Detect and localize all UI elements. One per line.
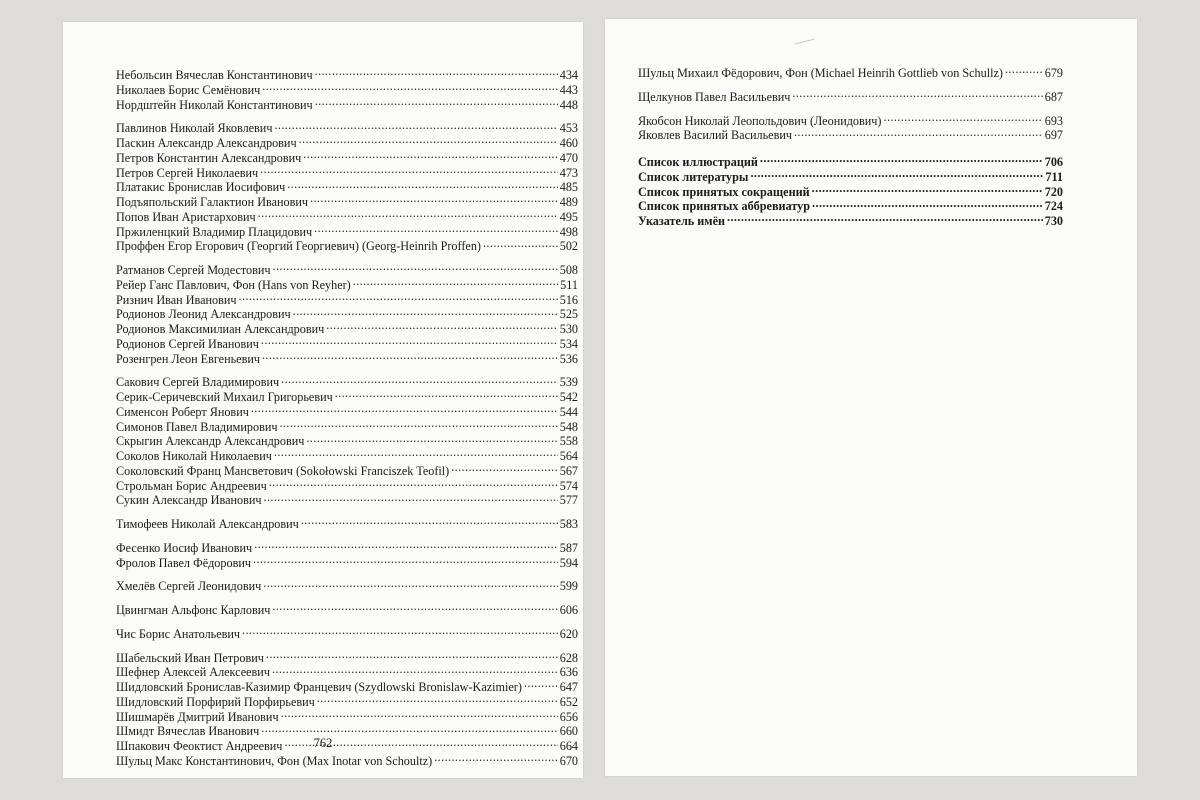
section-name: Список принятых аббревиатур bbox=[638, 199, 811, 214]
dot-leader bbox=[314, 225, 558, 236]
toc-entry bbox=[116, 121, 578, 136]
entry-name: Павлинов Николай Яковлевич bbox=[116, 121, 273, 136]
entry-name: Строльман Борис Андреевич bbox=[116, 478, 267, 493]
entry-name: Попов Иван Аристархович bbox=[116, 209, 256, 224]
dot-leader bbox=[483, 239, 558, 250]
toc-entry bbox=[116, 405, 578, 420]
pen-mark bbox=[795, 39, 816, 49]
dot-leader bbox=[274, 449, 558, 460]
toc-entry bbox=[116, 239, 578, 254]
dot-leader bbox=[251, 405, 558, 416]
entry-name: Соколовский Франц Мансветович (Sokołowski Franciszek Teofil) bbox=[116, 463, 450, 478]
entry-group bbox=[116, 603, 578, 618]
entry-name: Шульц Михаил Фёдорович, Фон (Michael Heinrih Gottlieb von Schullz) bbox=[638, 66, 1003, 80]
entry-name: Сакович Сергей Владимирович bbox=[116, 375, 280, 390]
entry-name: Ризнич Иван Иванович bbox=[116, 292, 237, 307]
toc-entry bbox=[116, 337, 578, 352]
dot-leader bbox=[260, 166, 558, 177]
section-name: Список литературы bbox=[638, 169, 749, 184]
entry-page: 489 bbox=[559, 195, 578, 209]
dot-leader bbox=[1005, 66, 1043, 77]
entry-page: 577 bbox=[559, 493, 578, 508]
toc-entry bbox=[116, 322, 578, 337]
entry-page: 544 bbox=[559, 404, 578, 419]
toc-entry bbox=[116, 603, 578, 618]
section-entry bbox=[638, 170, 1063, 185]
entry-name: Николаев Борис Семёнович bbox=[116, 82, 261, 97]
dot-leader bbox=[335, 390, 558, 401]
dot-leader bbox=[524, 680, 558, 691]
toc-entry bbox=[116, 556, 578, 571]
section-entry bbox=[638, 185, 1063, 200]
entry-page: 485 bbox=[559, 180, 578, 195]
section-page: 724 bbox=[1044, 199, 1063, 214]
entry-group bbox=[116, 517, 578, 532]
toc-entry bbox=[116, 680, 578, 695]
entry-page: 697 bbox=[1044, 128, 1063, 143]
dot-leader bbox=[281, 375, 558, 386]
dot-leader bbox=[299, 136, 558, 147]
entry-page: 670 bbox=[559, 753, 578, 768]
section-name: Указатель имён bbox=[638, 214, 726, 228]
entry-name: Якобсон Николай Леопольдович (Леонидович) bbox=[638, 113, 882, 128]
entry-name: Фролов Павел Фёдорович bbox=[116, 555, 251, 570]
dot-leader bbox=[266, 651, 558, 662]
left-toc-list bbox=[116, 68, 578, 778]
section-entry bbox=[638, 214, 1063, 229]
entry-page: 539 bbox=[559, 375, 578, 390]
toc-entry bbox=[116, 352, 578, 367]
entry-page: 495 bbox=[559, 209, 578, 224]
entry-name: Подъяпольский Галактион Иванович bbox=[116, 195, 309, 209]
entry-page: 693 bbox=[1044, 113, 1063, 128]
entry-page: 516 bbox=[559, 292, 578, 307]
entry-name: Хмелёв Сергей Леонидович bbox=[116, 579, 262, 594]
entry-group bbox=[116, 68, 578, 112]
entry-page: 679 bbox=[1044, 66, 1063, 80]
dot-leader bbox=[254, 541, 558, 552]
dot-leader bbox=[272, 603, 557, 614]
dot-leader bbox=[434, 754, 557, 765]
toc-entry bbox=[116, 493, 578, 508]
right-toc-list bbox=[638, 66, 1063, 152]
entry-page: 594 bbox=[559, 555, 578, 570]
dot-leader bbox=[794, 128, 1043, 139]
back-matter-list bbox=[638, 155, 1063, 229]
entry-name: Шабельский Иван Петрович bbox=[116, 650, 264, 665]
entry-page: 460 bbox=[559, 136, 578, 150]
entry-page: 564 bbox=[559, 449, 578, 463]
entry-group bbox=[116, 541, 578, 571]
dot-leader bbox=[317, 695, 558, 706]
toc-entry bbox=[116, 420, 578, 435]
entry-page: 548 bbox=[559, 419, 578, 434]
entry-page: 606 bbox=[559, 603, 578, 617]
toc-entry bbox=[116, 180, 578, 195]
entry-page: 473 bbox=[559, 165, 578, 180]
entry-page: 620 bbox=[559, 626, 578, 641]
dot-leader bbox=[261, 337, 558, 348]
entry-name: Рейер Ганс Павлович, Фон (Hans von Reyher) bbox=[116, 277, 351, 292]
toc-entry bbox=[116, 293, 578, 308]
entry-name: Чис Борис Анатольевич bbox=[116, 626, 241, 641]
toc-entry bbox=[116, 479, 578, 494]
entry-page: 558 bbox=[559, 434, 578, 449]
entry-page: 508 bbox=[559, 263, 578, 277]
entry-page: 434 bbox=[559, 68, 578, 82]
dot-leader bbox=[750, 170, 1043, 181]
entry-group bbox=[638, 114, 1063, 144]
entry-name: Яковлев Василий Васильевич bbox=[638, 128, 792, 143]
entry-page: 443 bbox=[559, 82, 578, 97]
entry-page: 687 bbox=[1044, 89, 1063, 104]
entry-page: 448 bbox=[559, 97, 578, 112]
dot-leader bbox=[884, 114, 1043, 125]
entry-page: 511 bbox=[560, 277, 578, 292]
toc-entry bbox=[116, 579, 578, 594]
toc-entry bbox=[116, 210, 578, 225]
entry-name: Симонов Павел Владимирович bbox=[116, 419, 278, 434]
toc-entry bbox=[116, 754, 578, 769]
section-page: 730 bbox=[1044, 214, 1063, 228]
toc-entry bbox=[116, 263, 578, 278]
toc-entry bbox=[116, 278, 578, 293]
dot-leader bbox=[812, 185, 1043, 196]
toc-entry bbox=[116, 665, 578, 680]
entry-page: 656 bbox=[559, 709, 578, 724]
dot-leader bbox=[281, 710, 558, 721]
entry-page: 502 bbox=[559, 239, 578, 254]
entry-page: 530 bbox=[559, 322, 578, 336]
entry-name: Серик-Серичевский Михаил Григорьевич bbox=[116, 390, 333, 404]
section-name: Список принятых сокращений bbox=[638, 184, 810, 199]
toc-entry bbox=[116, 307, 578, 322]
entry-group bbox=[116, 263, 578, 366]
entry-name: Шмидт Вячеслав Иванович bbox=[116, 724, 260, 739]
dot-leader bbox=[253, 556, 558, 567]
entry-name: Шпакович Феоктист Андреевич bbox=[116, 739, 283, 753]
left-page bbox=[63, 22, 583, 778]
dot-leader bbox=[274, 121, 557, 132]
toc-entry bbox=[116, 68, 578, 83]
right-page bbox=[605, 19, 1137, 776]
dot-leader bbox=[792, 90, 1042, 101]
toc-entry bbox=[116, 375, 578, 390]
toc-entry bbox=[116, 627, 578, 642]
dot-leader bbox=[306, 434, 557, 445]
entry-name: Нордштейн Николай Константинович bbox=[116, 97, 313, 112]
dot-leader bbox=[326, 322, 557, 333]
entry-page: 652 bbox=[559, 694, 578, 709]
page-number: 762 bbox=[313, 736, 333, 750]
entry-name: Цвингман Альфонс Карлович bbox=[116, 603, 271, 617]
entry-name: Щелкунов Павел Васильевич bbox=[638, 89, 791, 104]
toc-entry bbox=[116, 464, 578, 479]
dot-leader bbox=[272, 665, 558, 676]
entry-name: Ратманов Сергей Модестович bbox=[116, 263, 271, 277]
entry-page: 574 bbox=[559, 478, 578, 493]
entry-page: 567 bbox=[559, 463, 578, 478]
dot-leader bbox=[258, 210, 558, 221]
entry-page: 536 bbox=[559, 351, 578, 366]
toc-entry bbox=[638, 128, 1063, 143]
dot-leader bbox=[727, 214, 1043, 225]
entry-name: Родионов Сергей Иванович bbox=[116, 336, 259, 351]
dot-leader bbox=[279, 420, 557, 431]
entry-name: Небольсин Вячеслав Константинович bbox=[116, 68, 313, 82]
entry-name: Шульц Макс Константинович, Фон (Max Inotar von Schoultz) bbox=[116, 753, 433, 768]
section-page: 711 bbox=[1045, 169, 1063, 184]
entry-name: Розенгрен Леон Евгеньевич bbox=[116, 351, 260, 366]
entry-group bbox=[116, 627, 578, 642]
entry-group bbox=[638, 90, 1063, 105]
toc-entry bbox=[116, 449, 578, 464]
entry-page: 534 bbox=[559, 336, 578, 351]
dot-leader bbox=[760, 155, 1043, 166]
entry-name: Родионов Максимилиан Александрович bbox=[116, 322, 325, 336]
entry-name: Шидловский Порфирий Порфирьевич bbox=[116, 694, 315, 709]
entry-name: Паскин Александр Александрович bbox=[116, 136, 297, 150]
dot-leader bbox=[269, 479, 558, 490]
dot-leader bbox=[301, 517, 558, 528]
dot-leader bbox=[239, 293, 558, 304]
entry-page: 599 bbox=[559, 579, 578, 594]
entry-group bbox=[116, 579, 578, 594]
toc-entry bbox=[116, 225, 578, 240]
toc-entry bbox=[116, 517, 578, 532]
dot-leader bbox=[315, 68, 558, 79]
section-page: 720 bbox=[1044, 184, 1063, 199]
entry-name: Фесенко Иосиф Иванович bbox=[116, 540, 253, 555]
dot-leader bbox=[451, 464, 558, 475]
entry-page: 525 bbox=[559, 307, 578, 322]
entry-name: Петров Константин Александрович bbox=[116, 150, 302, 165]
entry-page: 498 bbox=[559, 224, 578, 239]
entry-name: Сименсон Роберт Янович bbox=[116, 404, 249, 419]
toc-entry bbox=[638, 90, 1063, 105]
entry-page: 470 bbox=[559, 150, 578, 165]
dot-leader bbox=[263, 579, 557, 590]
dot-leader bbox=[303, 151, 557, 162]
dot-leader bbox=[262, 83, 557, 94]
entry-page: 583 bbox=[559, 517, 578, 531]
toc-entry bbox=[116, 83, 578, 98]
entry-group bbox=[116, 121, 578, 254]
toc-entry bbox=[116, 541, 578, 556]
entry-group bbox=[116, 375, 578, 508]
section-name: Список иллюстраций bbox=[638, 155, 758, 169]
entry-name: Шишмарёв Дмитрий Иванович bbox=[116, 709, 279, 724]
entry-name: Пржиленцкий Владимир Плацидович bbox=[116, 224, 313, 239]
dot-leader bbox=[287, 180, 557, 191]
dot-leader bbox=[315, 98, 558, 109]
toc-entry bbox=[116, 136, 578, 151]
section-entry bbox=[638, 199, 1063, 214]
dot-leader bbox=[264, 493, 558, 504]
entry-page: 628 bbox=[559, 650, 578, 665]
toc-entry bbox=[116, 166, 578, 181]
section-entry bbox=[638, 155, 1063, 170]
entry-name: Петров Сергей Николаевич bbox=[116, 165, 259, 180]
dot-leader bbox=[242, 627, 558, 638]
entry-name: Тимофеев Николай Александрович bbox=[116, 517, 299, 531]
entry-name: Соколов Николай Николаевич bbox=[116, 449, 272, 463]
dot-leader bbox=[353, 278, 558, 289]
toc-entry bbox=[116, 151, 578, 166]
dot-leader bbox=[812, 199, 1043, 210]
toc-entry bbox=[116, 98, 578, 113]
entry-page: 542 bbox=[559, 390, 578, 404]
toc-entry bbox=[638, 66, 1063, 81]
toc-entry bbox=[116, 434, 578, 449]
dot-leader bbox=[310, 195, 558, 206]
entry-page: 647 bbox=[559, 680, 578, 694]
entry-name: Скрыгин Александр Александрович bbox=[116, 434, 305, 449]
toc-entry bbox=[116, 390, 578, 405]
entry-page: 636 bbox=[559, 665, 578, 680]
entry-page: 453 bbox=[559, 121, 578, 136]
toc-entry bbox=[116, 651, 578, 666]
entry-name: Сукин Александр Иванович bbox=[116, 493, 262, 508]
dot-leader bbox=[293, 307, 558, 318]
entry-page: 664 bbox=[559, 739, 578, 753]
dot-leader bbox=[273, 263, 558, 274]
entry-group bbox=[638, 66, 1063, 81]
dot-leader bbox=[262, 352, 558, 363]
dot-leader bbox=[261, 724, 558, 735]
entry-name: Родионов Леонид Александрович bbox=[116, 307, 291, 322]
entry-page: 587 bbox=[559, 540, 578, 555]
toc-entry bbox=[638, 114, 1063, 129]
toc-entry bbox=[116, 195, 578, 210]
entry-name: Платакис Бронислав Иосифович bbox=[116, 180, 286, 195]
entry-name: Проффен Егор Егорович (Георгий Георгиевич) (Georg-Heinrih Proffen) bbox=[116, 239, 481, 254]
toc-entry bbox=[116, 695, 578, 710]
section-page: 706 bbox=[1044, 155, 1063, 169]
entry-name: Шидловский Бронислав-Казимир Францевич (Szydlowski Bronislaw-Kazimier) bbox=[116, 680, 522, 694]
entry-name: Шефнер Алексей Алексеевич bbox=[116, 665, 270, 680]
toc-entry bbox=[116, 710, 578, 725]
entry-page: 660 bbox=[559, 724, 578, 739]
